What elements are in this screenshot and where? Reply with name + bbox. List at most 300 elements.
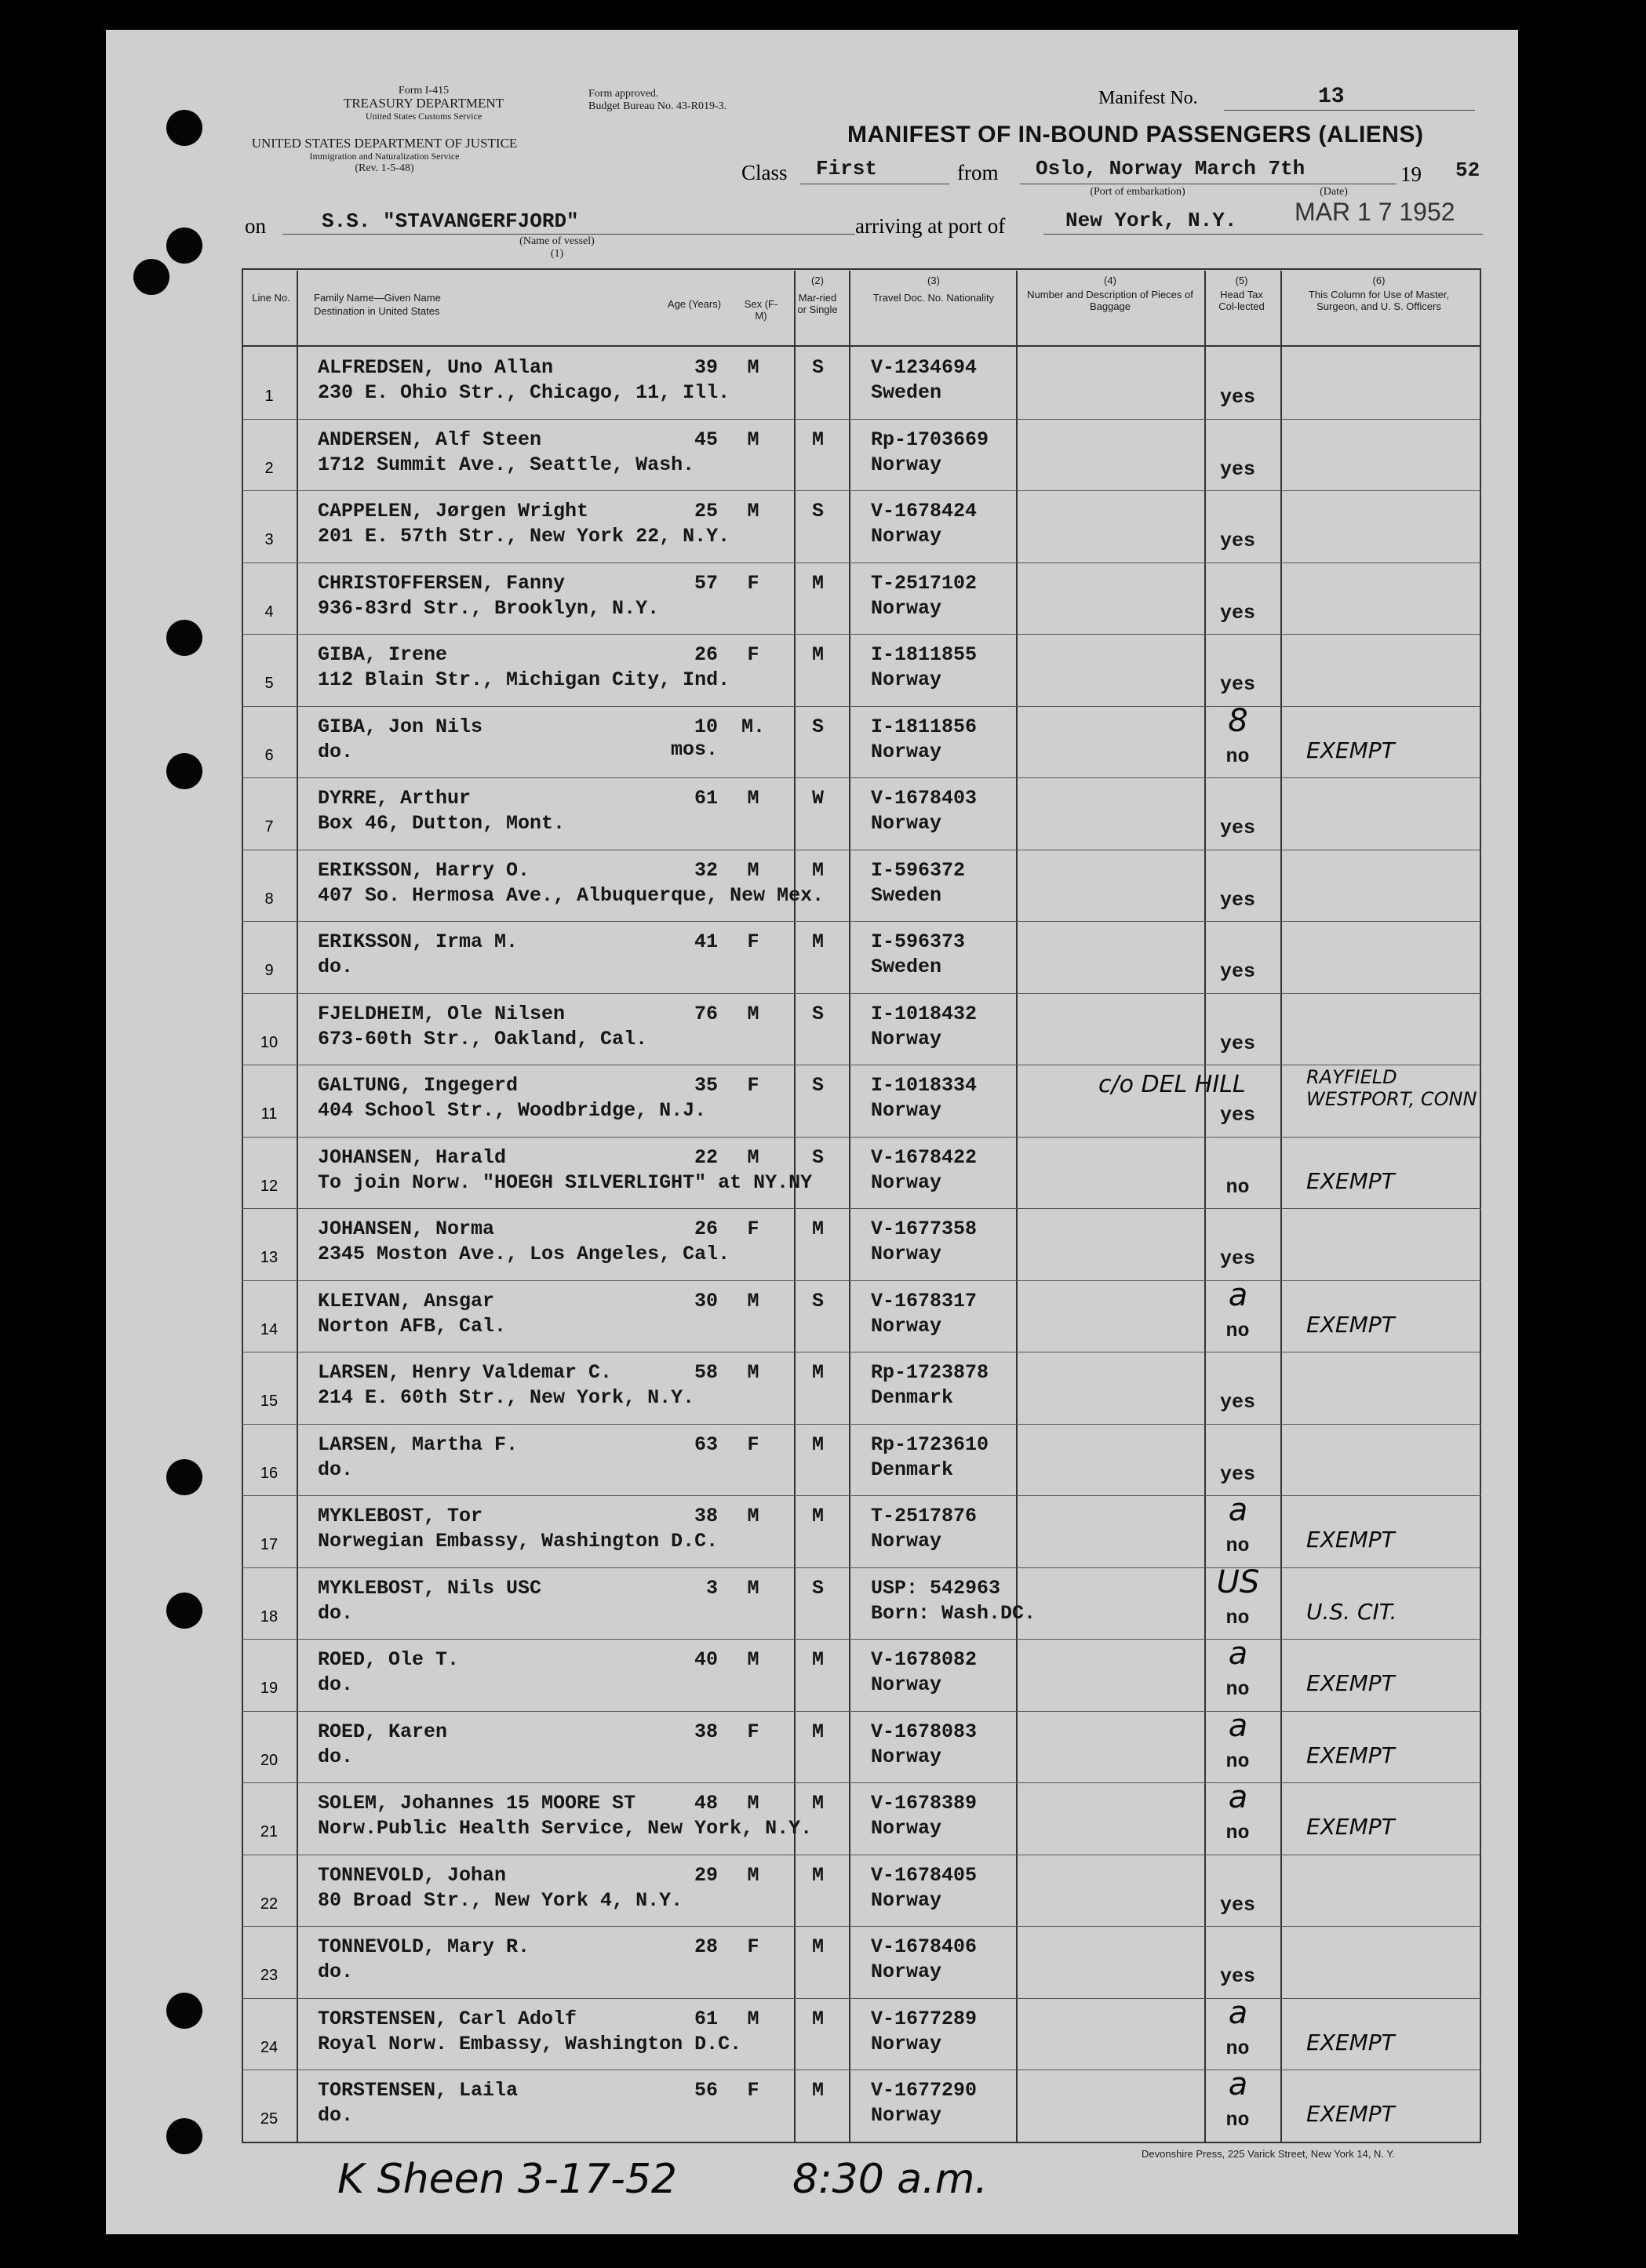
col-name: Family Name—Given Name — [314, 292, 441, 304]
sex: F — [747, 2079, 759, 2102]
nationality: Norway — [871, 812, 942, 835]
tax-mark: 8 — [1228, 702, 1248, 739]
line-number: 1 — [264, 388, 274, 405]
nationality: Norway — [871, 2032, 942, 2055]
passenger-name: CHRISTOFFERSEN, Fanny — [318, 571, 566, 595]
passenger-name: MYKLEBOST, Nils USC — [318, 1576, 542, 1600]
officer-note: EXEMPT — [1306, 1167, 1395, 1194]
vessel-col-number: (1) — [550, 248, 564, 260]
age: 29 — [694, 1863, 718, 1887]
travel-doc-number: I-1018334 — [871, 1074, 978, 1097]
head-tax: yes — [1219, 673, 1255, 696]
sex: F — [747, 1935, 759, 1958]
col-num-5: (5) — [1235, 275, 1248, 286]
manifest-number-label: Manifest No. — [1098, 88, 1198, 108]
head-tax: yes — [1219, 530, 1255, 552]
marital-status: M — [811, 1648, 824, 1671]
age: 3 — [705, 1576, 718, 1600]
marital-status: M — [811, 1792, 824, 1815]
marital-status: S — [811, 356, 824, 379]
row-rule — [242, 706, 1481, 707]
sex: M. — [741, 715, 765, 738]
travel-doc-number: V-1678389 — [871, 1792, 978, 1815]
year-prefix: 19 — [1400, 162, 1422, 186]
col-num-6: (6) — [1372, 275, 1386, 286]
form-approval — [588, 88, 808, 113]
officer-note: RAYFIELD WESTPORT, CONN — [1306, 1066, 1477, 1110]
line-number: 12 — [260, 1177, 279, 1195]
line-number: 21 — [260, 1823, 279, 1840]
arrival-date-stamp: MAR 1 7 1952 — [1295, 198, 1455, 226]
budget-bureau: Budget Bureau No. 43-R019-3. — [588, 100, 727, 112]
passenger-name: ANDERSEN, Alf Steen — [318, 428, 542, 451]
tax-mark: a — [1228, 1707, 1248, 1744]
passenger-name: ROED, Ole T. — [318, 1648, 460, 1671]
nationality: Norway — [871, 1314, 942, 1338]
col-rule — [849, 271, 850, 2142]
passenger-name: ALFREDSEN, Uno Allan — [318, 356, 554, 379]
marital-status: M — [811, 1720, 824, 1743]
port-caption: (Port of embarkation) — [1090, 186, 1185, 198]
row-rule — [242, 777, 1481, 778]
passenger-name: CAPPELEN, Jørgen Wright — [318, 500, 589, 522]
head-tax: yes — [1219, 1391, 1255, 1414]
age: 28 — [694, 1935, 718, 1958]
travel-doc-number: V-1234694 — [871, 356, 978, 379]
destination: 112 Blain Str., Michigan City, Ind. — [318, 668, 730, 691]
nationality: Born: Wash.DC. — [871, 1601, 1036, 1625]
punch-hole — [166, 1993, 202, 2029]
sex: M — [747, 2007, 759, 2030]
head-tax: yes — [1219, 1247, 1255, 1270]
officer-note: EXEMPT — [1306, 1670, 1395, 1696]
age: 56 — [694, 2079, 718, 2102]
baggage-note: c/o DEL HILL — [1098, 1071, 1246, 1098]
officer-note: U.S. CIT. — [1306, 1598, 1397, 1625]
destination: 1712 Summit Ave., Seattle, Wash. — [318, 453, 695, 476]
sex: M — [747, 1576, 759, 1600]
line-number: 7 — [264, 818, 274, 835]
line-number: 24 — [260, 2038, 279, 2056]
marital-status: M — [811, 1505, 824, 1527]
class-value: First — [816, 157, 878, 180]
form-revision: (Rev. 1-5-48) — [355, 162, 414, 174]
age: 61 — [694, 2007, 718, 2030]
nationality: Norway — [871, 1960, 942, 1983]
destination: 2345 Moston Ave., Los Angeles, Cal. — [318, 1243, 730, 1265]
punch-hole — [166, 753, 202, 789]
age: 32 — [694, 858, 718, 882]
vessel-name: S.S. "STAVANGERFJORD" — [322, 209, 579, 233]
punch-hole — [166, 110, 202, 146]
col-num-3: (3) — [927, 275, 940, 286]
passenger-name: FJELDHEIM, Ole Nilsen — [318, 1002, 566, 1025]
row-rule — [242, 419, 1481, 420]
marital-status: M — [811, 930, 824, 953]
destination: To join Norw. "HOEGH SILVERLIGHT" at NY.NY — [318, 1170, 813, 1194]
line-number: 25 — [260, 2110, 279, 2128]
tax-mark: a — [1228, 1779, 1248, 1815]
marital-status: M — [811, 2079, 824, 2102]
destination: 214 E. 60th Str., New York, N.Y. — [318, 1386, 695, 1409]
line-number: 23 — [260, 1967, 279, 1984]
age: 38 — [694, 1720, 718, 1743]
head-tax: no — [1225, 744, 1250, 768]
age: 40 — [694, 1648, 718, 1671]
passenger-name: GALTUNG, Ingegerd — [318, 1074, 519, 1097]
line-number: 18 — [260, 1607, 279, 1625]
nationality: Norway — [871, 596, 942, 620]
form-number: Form I-415 — [398, 85, 450, 96]
head-tax: no — [1225, 1534, 1250, 1557]
destination: 673-60th Str., Oakland, Cal. — [318, 1027, 648, 1050]
line-number: 5 — [264, 675, 274, 692]
officer-note: EXEMPT — [1306, 1311, 1395, 1338]
age: 22 — [694, 1145, 718, 1169]
travel-doc-number: I-1811855 — [871, 643, 978, 666]
destination: 407 So. Hermosa Ave., Albuquerque, New Mex. — [318, 883, 825, 907]
row-rule — [242, 1998, 1481, 1999]
sex: M — [747, 428, 759, 451]
col-num-2: (2) — [811, 275, 824, 286]
head-tax: yes — [1219, 1893, 1255, 1917]
nationality: Norway — [871, 1027, 942, 1050]
punch-hole — [166, 2118, 202, 2154]
punch-hole — [133, 259, 169, 295]
marital-status: S — [811, 1576, 824, 1600]
travel-doc-number: USP: 542963 — [871, 1576, 1001, 1600]
sex: M — [747, 1648, 759, 1671]
travel-doc-number: V-1678083 — [871, 1720, 978, 1743]
row-rule — [242, 1280, 1481, 1281]
head-tax: no — [1225, 2037, 1250, 2060]
line-number: 17 — [260, 1536, 279, 1553]
sex: F — [747, 1720, 759, 1743]
manifest-title: MANIFEST OF IN-BOUND PASSENGERS (ALIENS) — [847, 122, 1424, 147]
sex: M — [747, 1361, 759, 1384]
line-number: 13 — [260, 1249, 279, 1266]
row-rule — [242, 1782, 1481, 1783]
age: 39 — [694, 356, 718, 379]
passenger-name: JOHANSEN, Harald — [318, 1145, 507, 1169]
travel-doc-number: I-1018432 — [871, 1002, 978, 1025]
destination: do. — [318, 956, 354, 978]
marital-status: S — [811, 500, 824, 522]
travel-doc-number: V-1677358 — [871, 1218, 978, 1240]
line-number: 19 — [260, 1680, 279, 1697]
row-rule — [242, 1926, 1481, 1927]
punch-hole — [166, 1459, 202, 1495]
sex: M — [747, 1792, 759, 1815]
nationality: Norway — [871, 453, 942, 476]
line-number: 10 — [260, 1033, 279, 1051]
passenger-name: ROED, Karen — [318, 1720, 448, 1743]
manifest-number: 13 — [1318, 85, 1345, 109]
col-sex: Sex (F-M) — [744, 298, 778, 322]
row-rule — [242, 1639, 1481, 1640]
head-tax: yes — [1219, 1462, 1255, 1486]
travel-doc-number: I-596372 — [871, 858, 966, 882]
head-tax: no — [1225, 1822, 1250, 1844]
destination: 404 School Str., Woodbridge, N.J. — [318, 1099, 707, 1122]
age: 48 — [694, 1792, 718, 1815]
nationality: Norway — [871, 1243, 942, 1265]
travel-doc-number: V-1678424 — [871, 500, 978, 522]
travel-doc-number: V-1678403 — [871, 787, 978, 810]
destination: Norwegian Embassy, Washington D.C. — [318, 1530, 719, 1553]
destination: Norw.Public Health Service, New York, N.Y. — [318, 1817, 813, 1840]
sex: F — [747, 930, 759, 953]
marital-status: S — [811, 715, 824, 738]
sex: M — [747, 500, 759, 522]
destination: do. — [318, 740, 354, 763]
head-tax: no — [1225, 1175, 1250, 1199]
nationality: Norway — [871, 1673, 942, 1696]
sex: M — [747, 1863, 759, 1887]
travel-doc-number: I-596373 — [871, 930, 966, 953]
marital-status: M — [811, 643, 824, 666]
punch-hole — [166, 228, 202, 264]
from-label: from — [957, 161, 999, 184]
head-tax: yes — [1219, 960, 1255, 983]
on-label: on — [245, 214, 266, 238]
inspection-time: 8:30 a.m. — [792, 2156, 988, 2203]
head-tax: yes — [1219, 1104, 1255, 1127]
sex: F — [747, 643, 759, 666]
col-age: Age (Years) — [667, 298, 722, 310]
underline — [1224, 110, 1475, 111]
sex: F — [747, 571, 759, 595]
marital-status: M — [811, 1433, 824, 1456]
head-tax: yes — [1219, 1032, 1255, 1055]
age: 25 — [694, 500, 718, 522]
line-number: 20 — [260, 1751, 279, 1769]
arriving-label: arriving at port of — [855, 214, 1006, 238]
row-rule — [242, 921, 1481, 922]
travel-doc-number: V-1678405 — [871, 1863, 978, 1887]
head-tax: yes — [1219, 817, 1255, 839]
head-tax: no — [1225, 2109, 1250, 2131]
travel-doc-number: V-1678406 — [871, 1935, 978, 1958]
sex: M — [747, 1002, 759, 1025]
passenger-name: MYKLEBOST, Tor — [318, 1505, 483, 1527]
marital-status: M — [811, 1361, 824, 1384]
col-rule — [794, 271, 796, 2142]
line-number: 11 — [260, 1105, 278, 1123]
col-rule — [1016, 271, 1018, 2142]
officer-note: EXEMPT — [1306, 2029, 1395, 2055]
col-rule — [1204, 271, 1206, 2142]
passenger-name: GIBA, Irene — [318, 643, 448, 666]
destination: do. — [318, 1601, 354, 1625]
col-destination: Destination in United States — [314, 305, 440, 317]
nationality: Norway — [871, 1530, 942, 1553]
travel-doc-number: V-1677289 — [871, 2007, 978, 2030]
nationality: Norway — [871, 1170, 942, 1194]
nationality: Norway — [871, 668, 942, 691]
destination: Norton AFB, Cal. — [318, 1314, 507, 1338]
tax-mark: a — [1228, 1276, 1248, 1313]
nationality: Norway — [871, 740, 942, 763]
destination: 936-83rd Str., Brooklyn, N.Y. — [318, 596, 660, 620]
date-caption: (Date) — [1320, 186, 1348, 198]
underline — [1043, 234, 1483, 235]
ins-title: Immigration and Naturalization Service — [309, 151, 460, 162]
row-rule — [242, 1424, 1481, 1425]
row-rule — [242, 1208, 1481, 1209]
sex: M — [747, 1289, 759, 1312]
col-travel-doc: Travel Doc. No. Nationality — [872, 292, 995, 304]
head-tax: no — [1225, 1678, 1250, 1701]
marital-status: W — [811, 787, 824, 810]
table-header-rule — [242, 345, 1481, 347]
age: 10 mos. — [670, 715, 718, 761]
officer-note: EXEMPT — [1306, 2101, 1395, 2127]
row-rule — [242, 993, 1481, 994]
travel-doc-number: Rp-1703669 — [871, 428, 989, 451]
sex: F — [747, 1433, 759, 1456]
age: 26 — [694, 1218, 718, 1240]
passenger-name: TONNEVOLD, Johan — [318, 1863, 507, 1887]
nationality: Norway — [871, 1888, 942, 1912]
destination: Box 46, Dutton, Mont. — [318, 812, 566, 835]
nationality: Norway — [871, 1817, 942, 1840]
tax-mark: a — [1228, 1636, 1248, 1672]
from-value: Oslo, Norway March 7th — [1036, 157, 1306, 180]
passenger-name: LARSEN, Martha F. — [318, 1433, 519, 1456]
age: 30 — [694, 1289, 718, 1312]
sex: M — [747, 1505, 759, 1527]
nationality: Norway — [871, 1745, 942, 1768]
sex: F — [747, 1218, 759, 1240]
row-rule — [242, 1137, 1481, 1138]
marital-status: M — [811, 858, 824, 882]
officer-note: EXEMPT — [1306, 1527, 1395, 1553]
col-num-4: (4) — [1104, 275, 1116, 286]
line-number: 22 — [260, 1895, 279, 1913]
nationality: Sweden — [871, 883, 942, 907]
line-number: 6 — [264, 746, 274, 764]
form-approved: Form approved. — [588, 88, 659, 100]
destination: do. — [318, 1960, 354, 1983]
passenger-name: GIBA, Jon Nils — [318, 715, 483, 738]
age: 35 — [694, 1074, 718, 1097]
row-rule — [242, 1495, 1481, 1496]
marital-status: M — [811, 1935, 824, 1958]
marital-status: M — [811, 1218, 824, 1240]
age: 41 — [694, 930, 718, 953]
nationality: Sweden — [871, 956, 942, 978]
head-tax: yes — [1219, 457, 1255, 481]
officer-note: EXEMPT — [1306, 737, 1395, 763]
travel-doc-number: I-1811856 — [871, 715, 978, 738]
travel-doc-number: T-2517102 — [871, 571, 978, 595]
travel-doc-number: V-1678317 — [871, 1289, 978, 1312]
treasury-dept: TREASURY DEPARTMENT — [343, 96, 504, 111]
arrival-port: New York, N.Y. — [1065, 209, 1237, 232]
tax-mark: a — [1228, 1994, 1248, 2031]
marital-status: M — [811, 2007, 824, 2030]
col-married: Mar-ried or Single — [797, 292, 838, 315]
line-number: 14 — [260, 1320, 279, 1338]
row-rule — [242, 1567, 1481, 1568]
doj-header — [235, 137, 533, 175]
col-rule — [297, 271, 298, 2142]
sex: M — [747, 1145, 759, 1169]
punch-hole — [166, 1593, 202, 1629]
row-rule — [242, 490, 1481, 491]
marital-status: S — [811, 1074, 824, 1097]
age: 38 — [694, 1505, 718, 1527]
age: 57 — [694, 571, 718, 595]
nationality: Norway — [871, 1099, 942, 1122]
destination: do. — [318, 1458, 354, 1481]
row-rule — [242, 562, 1481, 563]
passenger-name: DYRRE, Arthur — [318, 787, 472, 810]
line-number: 15 — [260, 1392, 279, 1410]
nationality: Sweden — [871, 381, 942, 404]
destination: do. — [318, 2104, 354, 2127]
underline — [282, 234, 855, 235]
travel-doc-number: Rp-1723878 — [871, 1361, 989, 1384]
passenger-name: KLEIVAN, Ansgar — [318, 1289, 495, 1312]
passenger-name: SOLEM, Johannes 15 MOORE ST — [318, 1792, 636, 1815]
sex: M — [747, 356, 759, 379]
nationality: Denmark — [871, 1458, 954, 1481]
destination: do. — [318, 1745, 354, 1768]
passenger-table — [242, 268, 1481, 2143]
passenger-name: TORSTENSEN, Carl Adolf — [318, 2007, 577, 2030]
age: 61 — [694, 787, 718, 810]
row-rule — [242, 1711, 1481, 1712]
line-number: 3 — [264, 531, 274, 548]
travel-doc-number: V-1678422 — [871, 1145, 978, 1169]
passenger-name: TONNEVOLD, Mary R. — [318, 1935, 530, 1958]
sex: F — [747, 1074, 759, 1097]
officer-note: EXEMPT — [1306, 1814, 1395, 1840]
passenger-name: ERIKSSON, Irma M. — [318, 930, 519, 953]
inspector-signature: K Sheen 3-17-52 — [337, 2156, 678, 2203]
head-tax: no — [1225, 1606, 1250, 1629]
punch-hole — [166, 620, 202, 656]
tax-mark: a — [1228, 2066, 1248, 2102]
tax-mark: a — [1228, 1492, 1248, 1528]
customs-service: United States Customs Service — [365, 111, 483, 122]
vessel-caption-text: (Name of vessel) — [519, 235, 595, 247]
officer-note: EXEMPT — [1306, 1742, 1395, 1768]
line-number: 8 — [264, 890, 274, 908]
col-officers: This Column for Use of Master, Surgeon, and U. S. Officers — [1308, 289, 1450, 312]
age: 58 — [694, 1361, 718, 1384]
marital-status: M — [811, 571, 824, 595]
line-number: 9 — [264, 962, 274, 979]
marital-status: M — [811, 428, 824, 451]
age: 45 — [694, 428, 718, 451]
nationality: Norway — [871, 2104, 942, 2127]
year-suffix: 52 — [1455, 158, 1480, 182]
doj-title: UNITED STATES DEPARTMENT OF JUSTICE — [251, 136, 518, 151]
head-tax: no — [1225, 1319, 1250, 1342]
col-baggage: Number and Description of Pieces of Baggage — [1027, 289, 1193, 312]
passenger-name: JOHANSEN, Norma — [318, 1218, 495, 1240]
head-tax: no — [1225, 1749, 1250, 1773]
head-tax: yes — [1219, 1965, 1255, 1988]
class-label: Class — [741, 161, 788, 184]
form-header-left — [306, 85, 541, 122]
destination: Royal Norw. Embassy, Washington D.C. — [318, 2032, 742, 2055]
travel-doc-number: V-1678082 — [871, 1648, 978, 1671]
passenger-name: LARSEN, Henry Valdemar C. — [318, 1361, 613, 1384]
